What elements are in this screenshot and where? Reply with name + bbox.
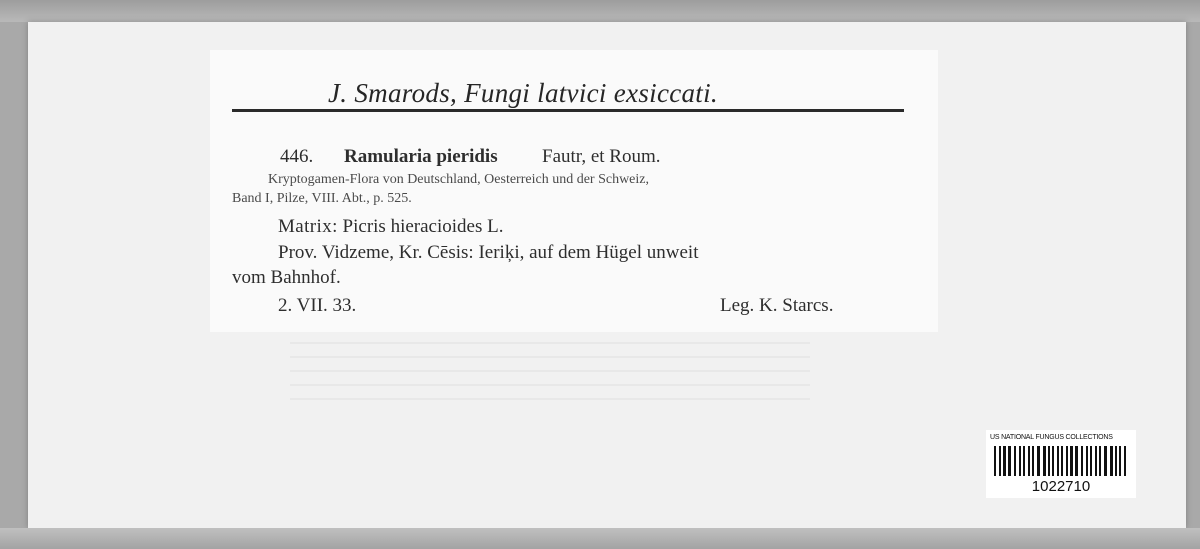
barcode-number: 1022710 bbox=[1031, 478, 1091, 495]
barcode-bar bbox=[1028, 446, 1030, 476]
barcode-bar bbox=[1043, 446, 1046, 476]
collection-date: 2. VII. 33. bbox=[278, 295, 357, 316]
barcode-bar bbox=[1095, 446, 1097, 476]
barcode-bar bbox=[1052, 446, 1054, 476]
barcode-bar bbox=[1048, 446, 1050, 476]
barcode-bar bbox=[1075, 446, 1078, 476]
barcode-bars bbox=[994, 446, 1128, 476]
locality-line-2: vom Bahnhof. bbox=[232, 267, 341, 288]
species-name: Ramularia pieridis bbox=[344, 146, 498, 167]
matrix-value: Picris hieracioides L. bbox=[342, 216, 504, 237]
reference-line-2: Band I, Pilze, VIII. Abt., p. 525. bbox=[232, 191, 412, 206]
barcode-bar bbox=[1061, 446, 1063, 476]
collector: Leg. K. Starcs. bbox=[720, 295, 834, 316]
reference-line-1: Kryptogamen-Flora von Deutschland, Oesterreich und der Schweiz, bbox=[268, 172, 649, 187]
barcode-bar bbox=[1081, 446, 1083, 476]
scan-top-edge bbox=[0, 0, 1200, 22]
species-authors: Fautr, et Roum. bbox=[542, 146, 661, 167]
barcode-bar bbox=[994, 446, 996, 476]
barcode-institution: US NATIONAL FUNGUS COLLECTIONS bbox=[990, 434, 1113, 441]
matrix-line bbox=[278, 216, 503, 238]
barcode-bar bbox=[1057, 446, 1059, 476]
scan-bottom-edge bbox=[0, 528, 1200, 549]
barcode-bar bbox=[1003, 446, 1006, 476]
faint-bleed-through bbox=[290, 340, 810, 400]
barcode-bar bbox=[1086, 446, 1088, 476]
barcode-bar bbox=[1090, 446, 1092, 476]
locality-line-1: Prov. Vidzeme, Kr. Cēsis: Ieriķi, auf dem Hügel unweit bbox=[278, 242, 699, 263]
barcode-bar bbox=[1124, 446, 1126, 476]
barcode-bar bbox=[1014, 446, 1016, 476]
barcode-bar bbox=[1110, 446, 1113, 476]
barcode-bar bbox=[1008, 446, 1011, 476]
specimen-label bbox=[210, 50, 938, 332]
barcode-bar bbox=[1115, 446, 1117, 476]
barcode-bar bbox=[1119, 446, 1121, 476]
barcode-bar bbox=[1070, 446, 1073, 476]
barcode-bar bbox=[1037, 446, 1040, 476]
barcode-bar bbox=[999, 446, 1001, 476]
barcode-bar bbox=[1023, 446, 1025, 476]
specimen-number: 446. bbox=[280, 146, 314, 167]
label-header: J. Smarods, Fungi latvici exsiccati. bbox=[328, 78, 718, 108]
barcode-bar bbox=[1019, 446, 1021, 476]
matrix-label: Matrix: bbox=[278, 216, 338, 237]
barcode-bar bbox=[1066, 446, 1068, 476]
barcode-bar bbox=[1104, 446, 1107, 476]
barcode-bar bbox=[1032, 446, 1034, 476]
barcode-label bbox=[986, 430, 1136, 498]
barcode-bar bbox=[1099, 446, 1101, 476]
header-rule bbox=[232, 109, 904, 112]
